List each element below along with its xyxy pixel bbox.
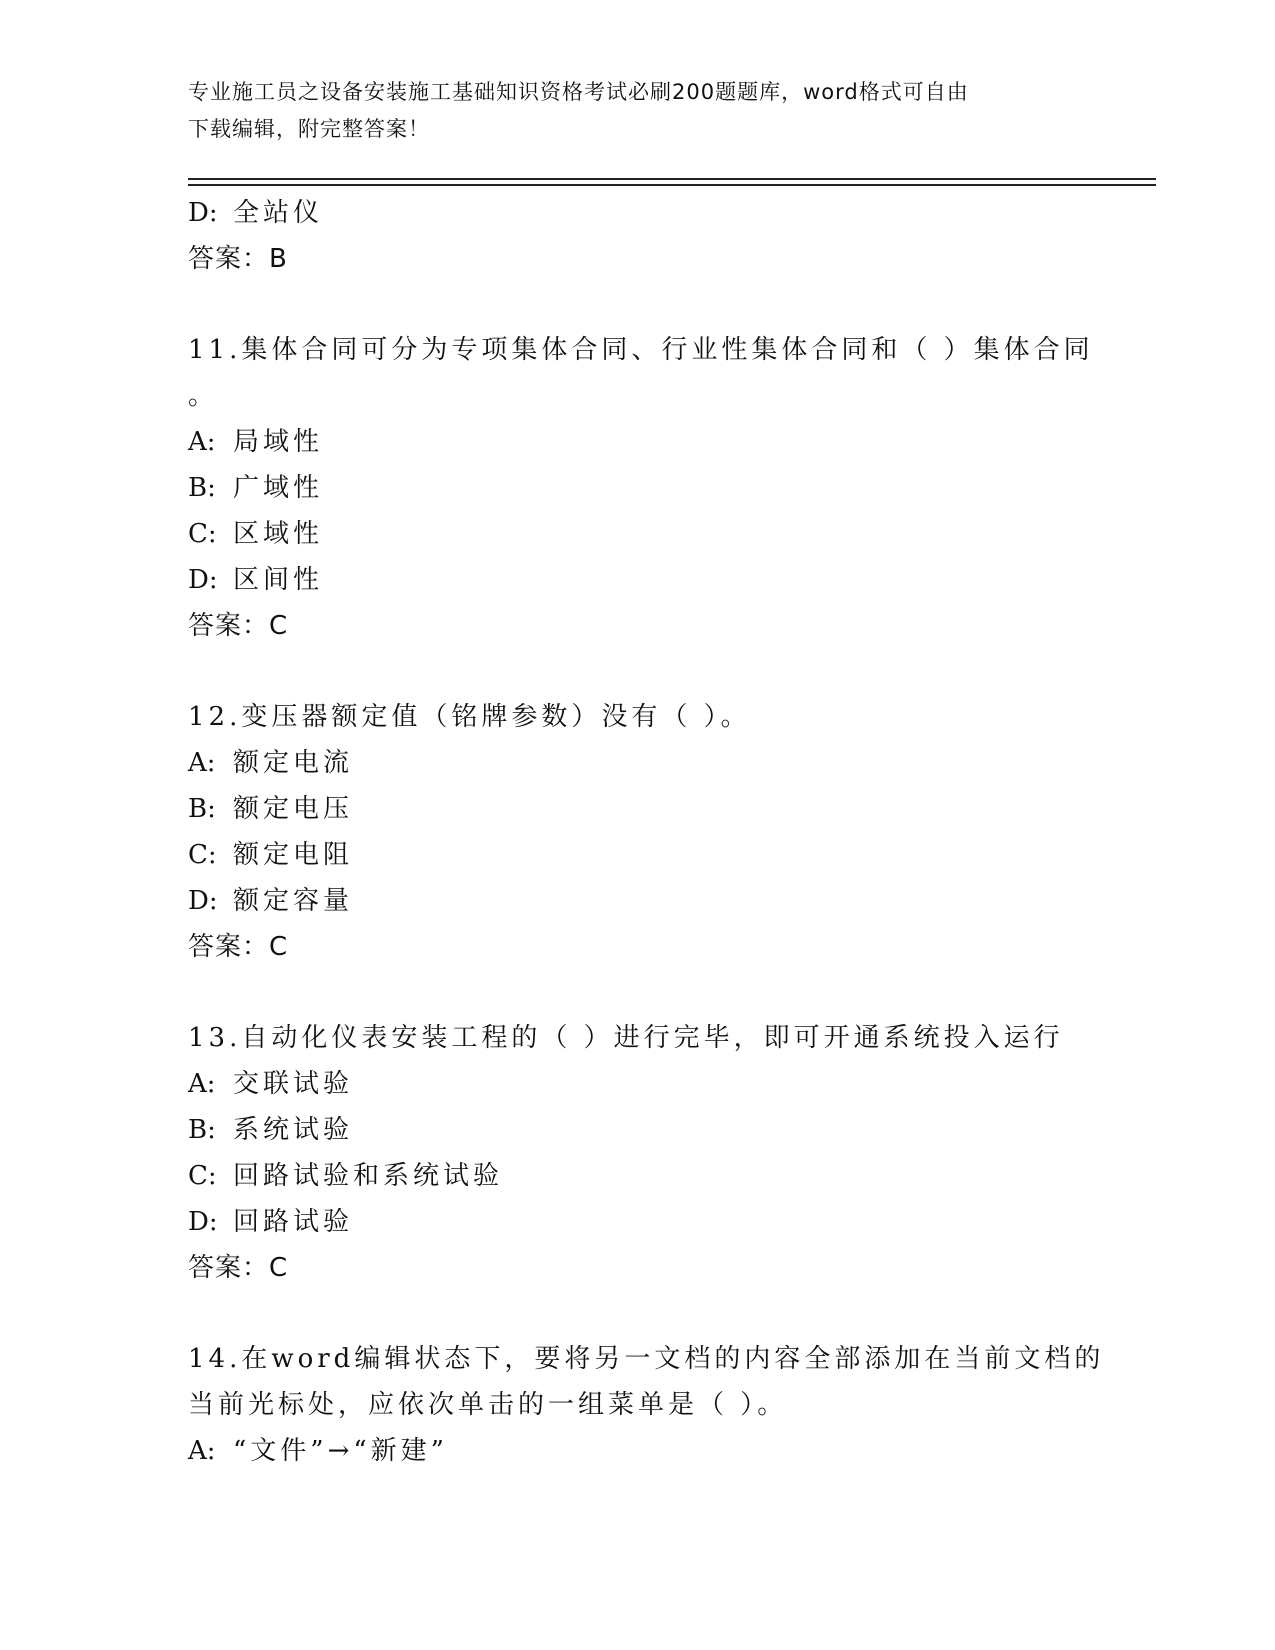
- option-label: C:: [188, 840, 217, 870]
- option-d: [188, 1199, 1088, 1245]
- question-stem-continuation: 当前光标处，应依次单击的一组菜单是（ ）。: [188, 1390, 788, 1420]
- option-text: 额定电流: [233, 748, 354, 778]
- header-divider-top: [188, 178, 1156, 180]
- option-text: “文件”→“新建”: [233, 1436, 448, 1466]
- question-list: [188, 190, 1105, 1474]
- option-d: [188, 190, 1088, 236]
- option-text: 区域性: [233, 519, 324, 549]
- option-label: C:: [188, 1161, 217, 1191]
- option-text: 额定容量: [233, 886, 354, 916]
- option-a: [188, 740, 1088, 786]
- question-stem: 11.集体合同可分为专项集体合同、行业性集体合同和（ ）集体合同: [188, 335, 1094, 365]
- option-label: C:: [188, 519, 217, 549]
- option-c: [188, 832, 1088, 878]
- answer-line: 答案：C: [188, 932, 289, 962]
- option-label: B:: [188, 1115, 216, 1145]
- question-spacer: [188, 649, 1088, 694]
- option-text: 局域性: [233, 427, 324, 457]
- option-label: A:: [188, 1436, 216, 1466]
- answer-line: 答案：B: [188, 244, 288, 274]
- option-label: B:: [188, 794, 216, 824]
- answer-line: 答案：C: [188, 611, 289, 641]
- option-a: [188, 1061, 1088, 1107]
- option-label: D:: [188, 1207, 218, 1237]
- option-label: A:: [188, 1069, 216, 1099]
- question-spacer: [188, 970, 1088, 1015]
- option-label: D:: [188, 198, 218, 228]
- option-text: 系统试验: [233, 1115, 354, 1145]
- header-line-2: 下载编辑，附完整答案！: [188, 117, 430, 141]
- header-divider-bottom: [188, 184, 1156, 186]
- option-text: 全站仪: [233, 198, 324, 228]
- document-header: [188, 74, 1068, 148]
- option-label: A:: [188, 748, 216, 778]
- option-c: [188, 511, 1088, 557]
- question-stem-continuation: 。: [188, 381, 219, 411]
- option-label: D:: [188, 565, 218, 595]
- option-b: [188, 1107, 1088, 1153]
- option-label: D:: [188, 886, 218, 916]
- option-b: [188, 465, 1088, 511]
- option-text: 回路试验和系统试验: [233, 1161, 504, 1191]
- option-b: [188, 786, 1088, 832]
- option-text: 交联试验: [233, 1069, 354, 1099]
- option-text: 回路试验: [233, 1207, 354, 1237]
- option-label: B:: [188, 473, 216, 503]
- answer-line: 答案：C: [188, 1253, 289, 1283]
- option-text: 广域性: [233, 473, 324, 503]
- option-d: [188, 557, 1088, 603]
- option-text: 额定电压: [233, 794, 354, 824]
- option-a: [188, 419, 1088, 465]
- option-text: 区间性: [233, 565, 324, 595]
- question-stem: 12.变压器额定值（铭牌参数）没有（ ）。: [188, 702, 751, 732]
- option-text: 额定电阻: [233, 840, 354, 870]
- question-spacer: [188, 1291, 1088, 1336]
- question-stem: 13.自动化仪表安装工程的（ ）进行完毕，即可开通系统投入运行: [188, 1023, 1064, 1053]
- option-c: [188, 1153, 1088, 1199]
- option-label: A:: [188, 427, 216, 457]
- option-a: [188, 1428, 1088, 1474]
- question-stem: 14.在word编辑状态下，要将另一文档的内容全部添加在当前文档的: [188, 1344, 1105, 1374]
- header-line-1: 专业施工员之设备安装施工基础知识资格考试必刷200题题库，word格式可自由: [188, 80, 969, 104]
- option-d: [188, 878, 1088, 924]
- question-spacer: [188, 282, 1088, 327]
